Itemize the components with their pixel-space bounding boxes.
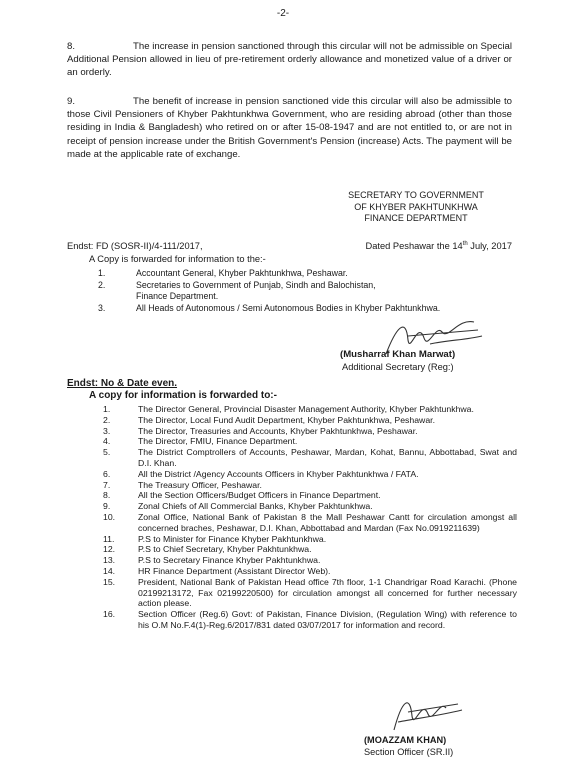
list-text: Secretaries to Government of Punjab, Sindh and Balochistan, Finance Department. bbox=[136, 280, 376, 301]
list-number: 5. bbox=[103, 447, 111, 458]
handwritten-signature-2 bbox=[388, 690, 468, 736]
list-text: Accountant General, Khyber Pakhtunkhwa, Peshawar. bbox=[136, 268, 348, 278]
list-number: 14. bbox=[103, 565, 116, 576]
list-item bbox=[103, 415, 517, 426]
list-item bbox=[103, 436, 517, 447]
list-text: The District Comptrollers of Accounts, Peshawar, Mardan, Kohat, Bannu, Abbottabad, Swat and D.I. Khan. bbox=[138, 447, 517, 468]
list-item bbox=[103, 404, 517, 415]
list-text: P.S to Minister for Finance Khyber Pakhtunkhwa. bbox=[138, 533, 327, 544]
endorsement-reference: Endst: FD (SOSR-II)/4-111/2017, bbox=[67, 241, 203, 251]
list-number: 2. bbox=[103, 414, 111, 425]
list-text: HR Finance Department (Assistant Director Web). bbox=[138, 565, 331, 576]
list-item bbox=[103, 480, 517, 491]
secretary-signature-block bbox=[316, 190, 516, 225]
list-text: The Director, FMIU, Finance Department. bbox=[138, 436, 298, 447]
list-number: 6. bbox=[103, 468, 111, 479]
list-number: 10. bbox=[103, 511, 116, 522]
list-text: P.S to Chief Secretary, Khyber Pakhtunkhwa. bbox=[138, 544, 312, 555]
list-number: 12. bbox=[103, 544, 116, 555]
signature-line-1: SECRETARY TO GOVERNMENT bbox=[348, 190, 484, 200]
date-prefix: Dated Peshawar the 14 bbox=[365, 241, 463, 252]
list-text: The Director, Local Fund Audit Department, Khyber Pakhtunkhwa, Peshawar. bbox=[138, 414, 435, 425]
list-number: 16. bbox=[103, 609, 116, 620]
list-number: 1. bbox=[98, 268, 106, 278]
endorsement-2-forwarded-text: A copy for information is forwarded to:- bbox=[89, 390, 277, 401]
list-item bbox=[103, 469, 517, 480]
list-number: 3. bbox=[98, 303, 106, 313]
list-item bbox=[103, 566, 517, 577]
signature-line-3: FINANCE DEPARTMENT bbox=[364, 213, 468, 223]
list-text: Section Officer (Reg.6) Govt: of Pakistan, Finance Division, (Regulation Wing) with reference to his O.M No.F.4(1)-Reg.6/2017/831 dated 03/07/2017 for information and record. bbox=[138, 609, 517, 630]
list-number: 8. bbox=[103, 490, 111, 501]
signatory-1-designation: Additional Secretary (Reg:) bbox=[342, 362, 454, 372]
list-number: 15. bbox=[103, 576, 116, 587]
list-number: 13. bbox=[103, 555, 116, 566]
list-item bbox=[103, 534, 517, 545]
list-number: 4. bbox=[103, 436, 111, 447]
list-text: Zonal Chiefs of All Commercial Banks, Khyber Pakhtunkhwa. bbox=[138, 501, 373, 512]
list-text: The Director General, Provincial Disaster Management Authority, Khyber Pakhtunkhwa. bbox=[138, 404, 474, 414]
list-item bbox=[103, 544, 517, 555]
paragraph-9 bbox=[67, 95, 512, 161]
list-text: Zonal Office, National Bank of Pakistan 8 the Mall Peshawar Cantt for circulation amongst all concerned braches, Peshawar, D.I. Khan, Abbottabad and Mardan (Fax No.0919211639) bbox=[138, 511, 517, 533]
list-item bbox=[98, 280, 518, 302]
signature-line-2: OF KHYBER PAKHTUNKHWA bbox=[354, 201, 478, 212]
endorsement-2-heading: Endst: No & Date even. bbox=[67, 378, 178, 389]
list-number: 9. bbox=[103, 501, 111, 512]
list-item bbox=[103, 609, 517, 631]
date-suffix: July, 2017 bbox=[467, 241, 512, 252]
list-item bbox=[98, 268, 518, 279]
list-text: President, National Bank of Pakistan Head office 7th floor, 1-1 Chandrigar Road Karachi. (Phone 02199213172, Fax 02199220500) for circulation amongst all concerned for further necessary action please. bbox=[138, 576, 517, 609]
list-item bbox=[103, 501, 517, 512]
page-number: -2- bbox=[276, 8, 290, 19]
list-number: 2. bbox=[98, 280, 106, 290]
list-text: All Heads of Autonomous / Semi Autonomous Bodies in Khyber Pakhtunkhwa. bbox=[136, 303, 441, 313]
paragraph-text: The benefit of increase in pension sanctioned vide this circular will also be admissible to those Civil Pensioners of Khyber Pakhtunkhwa Government, who are residing abroad (other than those residing in India & Bangladesh) who retired on or after 15-08-1947 and are not entitled to, or are not in receipt of pension increase under the British Government's Pension (increase) Acts. The payment will be made at the applicable rate of exchange. bbox=[67, 96, 512, 160]
list-text: P.S to Secretary Finance Khyber Pakhtunkhwa. bbox=[138, 555, 321, 566]
signatory-2-designation: Section Officer (SR.II) bbox=[364, 747, 454, 757]
list-number: 7. bbox=[103, 479, 111, 490]
date-superscript: th bbox=[462, 241, 468, 247]
list-item bbox=[103, 447, 517, 469]
endorsement-1-forwarded-text: A Copy is forwarded for information to the:- bbox=[89, 254, 266, 264]
list-item bbox=[103, 490, 517, 501]
list-item bbox=[103, 555, 517, 566]
list-text: The Director, Treasuries and Accounts, Khyber Pakhtunkhwa, Peshawar. bbox=[138, 425, 418, 436]
signatory-1-name: (Musharraf Khan Marwat) bbox=[340, 349, 456, 360]
endorsement-1-list bbox=[98, 268, 518, 315]
list-text: All the District /Agency Accounts Officers in Khyber Pakhtunkhwa / FATA. bbox=[138, 468, 419, 479]
paragraph-number: 8. bbox=[67, 41, 76, 52]
list-number: 11. bbox=[103, 533, 115, 544]
list-number: 1. bbox=[103, 404, 111, 414]
list-item bbox=[103, 512, 517, 534]
list-text: The Treasury Officer, Peshawar. bbox=[138, 479, 262, 490]
list-number: 3. bbox=[103, 425, 111, 436]
list-item bbox=[103, 577, 517, 609]
list-item bbox=[103, 426, 517, 437]
paragraph-8 bbox=[67, 40, 512, 80]
endorsement-date bbox=[366, 241, 512, 251]
paragraph-number: 9. bbox=[67, 96, 76, 107]
endorsement-2-list bbox=[103, 404, 517, 631]
signatory-2-name: (MOAZZAM KHAN) bbox=[364, 735, 447, 745]
paragraph-text: The increase in pension sanctioned through this circular will not be admissible on Special Additional Pension allowed in lieu of pre-retirement orderly allowance and monetized value of a driver or an orderly. bbox=[67, 41, 512, 79]
list-text: All the Section Officers/Budget Officers in Finance Department. bbox=[138, 490, 381, 501]
